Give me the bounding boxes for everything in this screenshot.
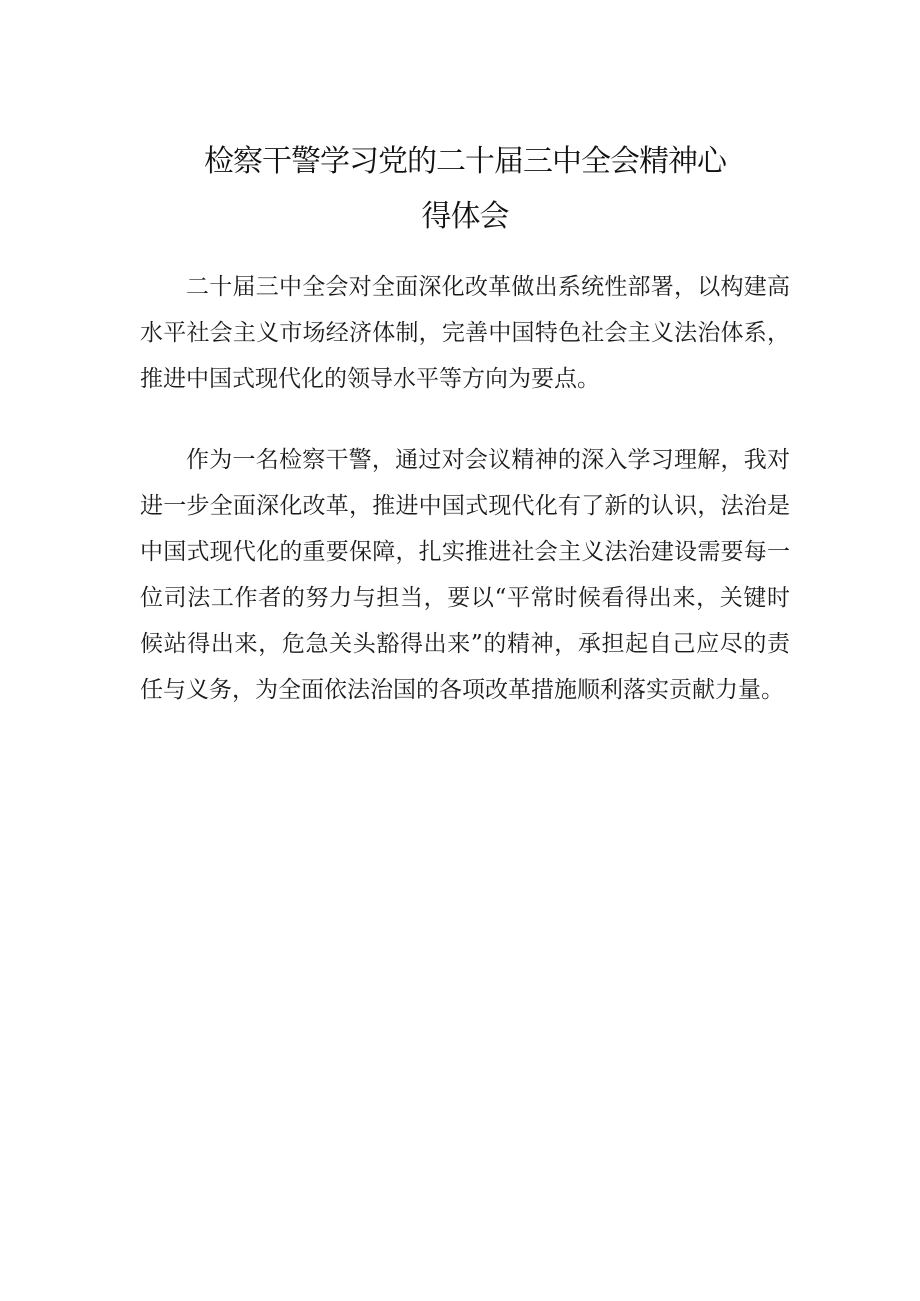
- paragraph-2: 作为一名检察干警，通过对会议精神的深入学习理解，我对进一步全面深化改革，推进中国式现代化有了新的认识，法治是中国式现代化的重要保障，扎实推进社会主义法治建设需要每一位司法工作者的努力与担当，要以“平常时候看得出来，关键时候站得出来，危急关头豁得出来”的精神，承担起自己应尽的责任与义务，为全面依法治国的各项改革措施顺利落实贡献力量。: [140, 447, 790, 703]
- document-title-line-1: 检察干警学习党的二十届三中全会精神心: [204, 144, 726, 179]
- document-title-line-2: 得体会: [421, 199, 509, 234]
- paragraph-1: 二十届三中全会对全面深化改革做出系统性部署，以构建高水平社会主义市场经济体制，完善中国特色社会主义法治体系，推进中国式现代化的领导水平等方向为要点。: [140, 274, 790, 392]
